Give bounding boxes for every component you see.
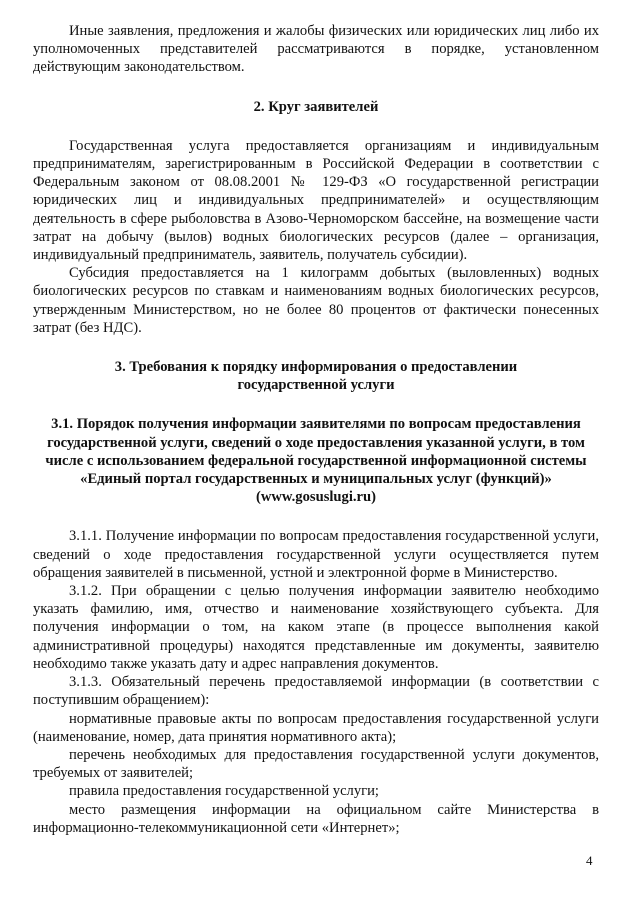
list-item-normative-acts: нормативные правовые акты по вопросам предоставления государственной услуги (наименование, номер, дата принятия нормативного акта); [33, 710, 599, 745]
subsection-3-1-title: 3.1. Порядок получения информации заявителями по вопросам предоставления государственной услуги, сведений о ходе предоставления указанной услуги, в том числе с использованием федеральной государственной информационной системы «Единый портал государственных и муниципальных услуг (функций)» (www.gosuslugi.ru) [45, 416, 587, 506]
section-2-title: 2. Круг заявителей [253, 98, 379, 115]
list-item-website: место размещения информации на официальном сайте Министерства в информационно-телекоммуникационной сети «Интернет»; [33, 801, 599, 836]
document-page [33, 22, 599, 837]
intro-paragraph: Иные заявления, предложения и жалобы физических или юридических лиц либо их уполномоченных представителей рассматриваются в порядке, установленном действующим законодательством. [33, 23, 599, 76]
list-item-rules: правила предоставления государственной услуги; [69, 783, 379, 800]
section-3-title-line-1: 3. Требования к порядку информирования о предоставлении [114, 359, 518, 376]
section-3-title-line-2: государственной услуги [237, 377, 395, 394]
section-2-paragraph-2: Субсидия предоставляется на 1 килограмм добытых (выловленных) водных биологических ресурсов по ставкам и наименованиям водных биологических ресурсов, утвержденным Министерством, но не более 80 процентов от фактически понесенных затрат (без НДС). [33, 265, 599, 336]
paragraph-3-1-3: 3.1.3. Обязательный перечень предоставляемой информации (в соответствии с поступившим обращением): [33, 674, 599, 709]
section-2-paragraph-1: Государственная услуга предоставляется организациям и индивидуальным предпринимателям, зарегистрированным в Российской Федерации в соответствии с Федеральным законом от 08.08.2001 № 129-ФЗ «О государственной регистрации юридических лиц и индивидуальных предпринимателей» и осуществляющим деятельность в сфере рыболовства в Азово-Черноморском бассейне, на возмещение части затрат на добычу (вылов) водных биологических ресурсов (далее – организация, индивидуальный предприниматель, заявитель, получатель субсидии). [33, 137, 599, 264]
paragraph-3-1-1: 3.1.1. Получение информации по вопросам предоставления государственной услуги, сведений о ходе предоставления государственной услуги осуществляется путем обращения заявителей в письменной, устной и электронной форме в Министерство. [33, 528, 599, 581]
list-item-documents: перечень необходимых для предоставления государственной услуги документов, требуемых от заявителей; [33, 746, 599, 782]
paragraph-3-1-2: 3.1.2. При обращении с целью получения информации заявителю необходимо указать фамилию, имя, отчество и наименование хозяйствующего субъекта. Для получения информации о том, на каком этапе (в процессе выполнения какой административной процедуры) находятся представленные им документы, заявителю необходимо также указать дату и адрес направления документов. [33, 583, 599, 672]
page-number: 4 [586, 853, 593, 868]
